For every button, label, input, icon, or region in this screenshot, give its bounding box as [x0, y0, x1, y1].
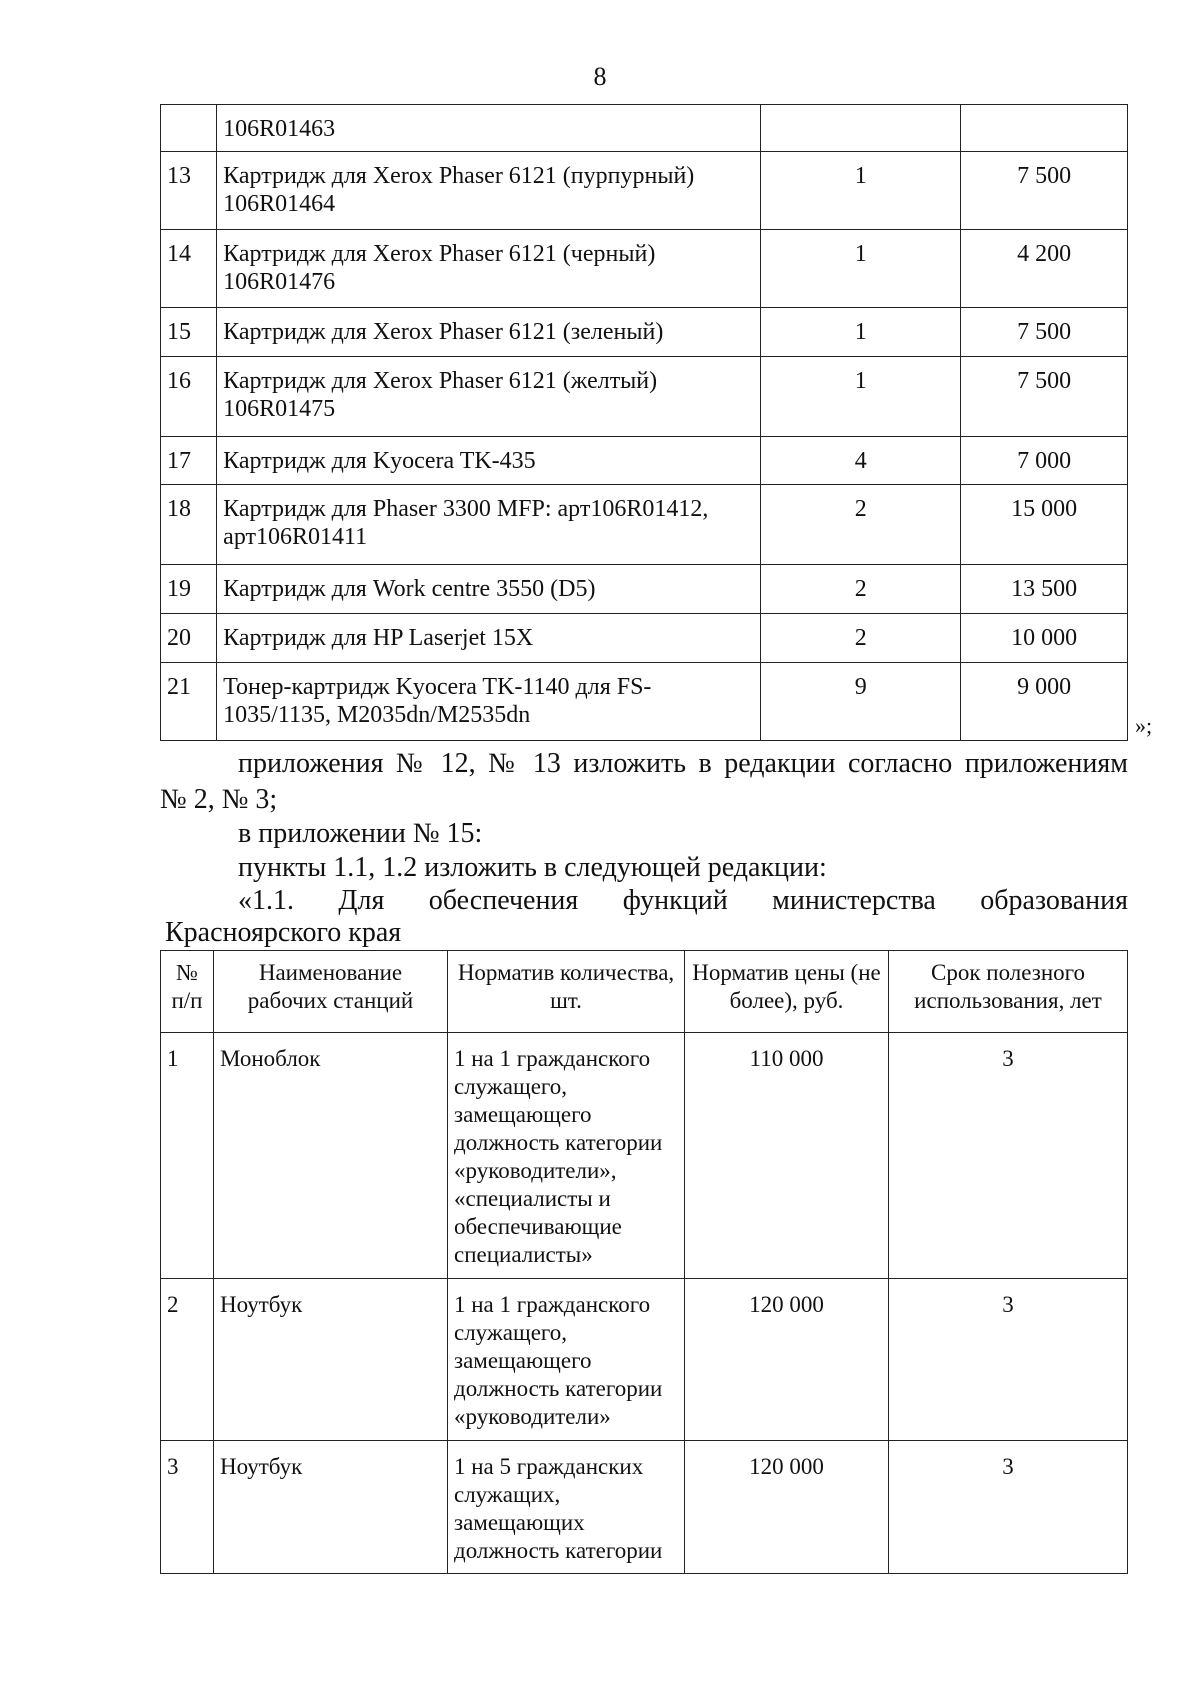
useful-life: 3 [889, 1441, 1128, 1574]
item-quantity: 1 [761, 230, 961, 308]
item-price: 10 000 [961, 614, 1128, 663]
row-number: 17 [161, 437, 217, 485]
table-header-row [161, 951, 1128, 1033]
row-number: 15 [161, 308, 217, 357]
paragraph-points-1-1-1-2: пункты 1.1, 1.2 изложить в следующей редакции: [238, 852, 827, 883]
item-quantity [761, 105, 961, 152]
point-word: Для [338, 885, 385, 916]
row-number: 3 [161, 1441, 214, 1574]
table-row [161, 1033, 1128, 1279]
useful-life: 3 [889, 1033, 1128, 1279]
item-name: Картридж для Xerox Phaser 6121 (черный) 106R01476 [217, 230, 761, 308]
paragraph-appendices-12-13: приложения № 12, № 13 изложить в редакции согласно приложениям [238, 748, 1128, 779]
item-price: 7 500 [961, 308, 1128, 357]
point-word: обеспечения [428, 885, 579, 916]
paragraph-point-1-1 [238, 885, 1128, 917]
item-price: 9 000 [961, 663, 1128, 741]
item-quantity: 1 [761, 357, 961, 437]
table-row [161, 1441, 1128, 1574]
point-word: министерства [772, 885, 936, 916]
point-word: функций [622, 885, 728, 916]
quantity-norm: 1 на 1 гражданского служащего, замещающего должность категории «руководители», «специалисты и обеспечивающие специалисты» [448, 1033, 685, 1279]
table-row [161, 565, 1128, 614]
header-price-norm: Норматив цены (не более), руб. [685, 951, 889, 1033]
item-price: 13 500 [961, 565, 1128, 614]
item-quantity: 4 [761, 437, 961, 485]
item-quantity: 2 [761, 485, 961, 565]
item-price: 7 500 [961, 357, 1128, 437]
row-number: 16 [161, 357, 217, 437]
workstation-name: Моноблок [214, 1033, 448, 1279]
point-word: «1.1. [238, 885, 294, 916]
price-norm: 120 000 [685, 1279, 889, 1441]
price-norm: 110 000 [685, 1033, 889, 1279]
item-price: 4 200 [961, 230, 1128, 308]
item-name: Картридж для Kyocera TK-435 [217, 437, 761, 485]
quantity-norm: 1 на 5 гражданских служащих, замещающих должность категории [448, 1441, 685, 1574]
row-number: 14 [161, 230, 217, 308]
workstation-name: Ноутбук [214, 1279, 448, 1441]
item-quantity: 1 [761, 308, 961, 357]
header-quantity-norm: Норматив количества, шт. [448, 951, 685, 1033]
item-name: Тонер-картридж Kyocera TK-1140 для FS-1035/1135, M2035dn/M2535dn [217, 663, 761, 741]
item-name: Картридж для Work centre 3550 (D5) [217, 565, 761, 614]
row-number [161, 105, 217, 152]
paragraph-point-1-1-continued: Красноярского края [165, 917, 402, 948]
item-name: Картридж для Phaser 3300 MFP: арт106R01412, арт106R01411 [217, 485, 761, 565]
row-number: 21 [161, 663, 217, 741]
cartridge-table [160, 104, 1128, 741]
item-name: 106R01463 [217, 105, 761, 152]
item-quantity: 2 [761, 565, 961, 614]
item-quantity: 1 [761, 152, 961, 230]
workstation-name: Ноутбук [214, 1441, 448, 1574]
table-row [161, 152, 1128, 230]
header-number: № п/п [161, 951, 214, 1033]
item-name: Картридж для HP Laserjet 15X [217, 614, 761, 663]
header-name: Наименование рабочих станций [214, 951, 448, 1033]
paragraph-appendices-12-13-continued: № 2, № 3; [160, 784, 278, 815]
item-name: Картридж для Xerox Phaser 6121 (пурпурный) 106R01464 [217, 152, 761, 230]
row-number: 2 [161, 1279, 214, 1441]
page-number: 8 [593, 62, 607, 91]
paragraph-appendix-15: в приложении № 15: [238, 818, 483, 849]
table-row [161, 105, 1128, 152]
closing-quote-mark: »; [1135, 713, 1153, 738]
point-word: образования [980, 885, 1128, 916]
table-row [161, 437, 1128, 485]
item-quantity: 2 [761, 614, 961, 663]
quantity-norm: 1 на 1 гражданского служащего, замещающего должность категории «руководители» [448, 1279, 685, 1441]
item-price: 15 000 [961, 485, 1128, 565]
item-price [961, 105, 1128, 152]
row-number: 1 [161, 1033, 214, 1279]
item-name: Картридж для Xerox Phaser 6121 (желтый) 106R01475 [217, 357, 761, 437]
table-row [161, 663, 1128, 741]
table-row [161, 308, 1128, 357]
table-row [161, 614, 1128, 663]
table-row [161, 230, 1128, 308]
table-row [161, 357, 1128, 437]
useful-life: 3 [889, 1279, 1128, 1441]
price-norm: 120 000 [685, 1441, 889, 1574]
item-price: 7 500 [961, 152, 1128, 230]
table-row [161, 485, 1128, 565]
item-quantity: 9 [761, 663, 961, 741]
row-number: 20 [161, 614, 217, 663]
row-number: 13 [161, 152, 217, 230]
item-name: Картридж для Xerox Phaser 6121 (зеленый) [217, 308, 761, 357]
header-useful-life: Срок полезного использования, лет [889, 951, 1128, 1033]
row-number: 19 [161, 565, 217, 614]
row-number: 18 [161, 485, 217, 565]
table-row [161, 1279, 1128, 1441]
workstation-table [160, 950, 1128, 1574]
item-price: 7 000 [961, 437, 1128, 485]
